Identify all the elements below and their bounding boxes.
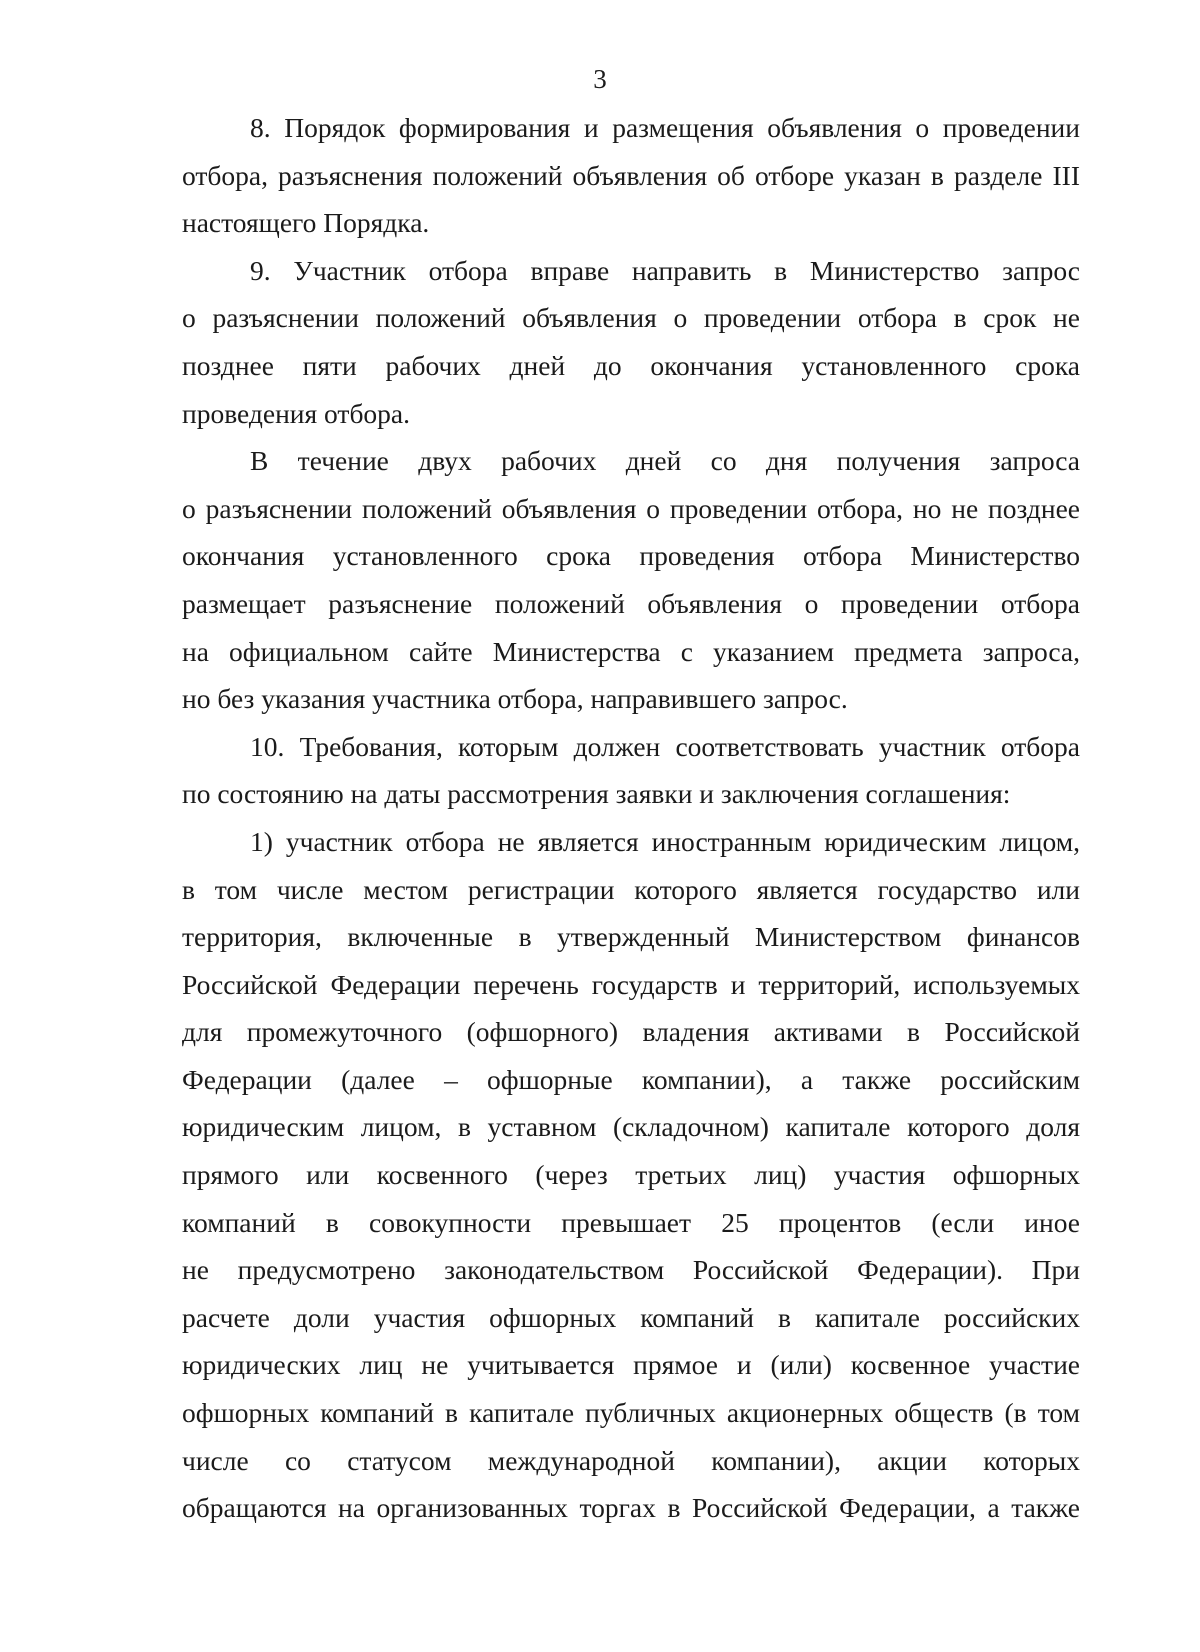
text-line: не предусмотрено законодательством Российской Федерации). При: [182, 1254, 1080, 1286]
text-line: числе со статусом международной компании), акции которых: [182, 1444, 1080, 1476]
text-line: настоящего Порядка.: [182, 207, 430, 239]
text-line: по состоянию на даты рассмотрения заявки и заключения соглашения:: [182, 778, 1011, 810]
text-line: 1) участник отбора не является иностранным юридическим лицом,: [250, 825, 1080, 857]
text-line: в том числе местом регистрации которого является государство или: [182, 873, 1080, 905]
text-line: 10. Требования, которым должен соответствовать участник отбора: [250, 730, 1080, 762]
paragraph-p10-1: [182, 818, 1080, 1532]
text-line: размещает разъяснение положений объявления о проведении отбора: [182, 587, 1080, 619]
text-line: окончания установленного срока проведения отбора Министерство: [182, 540, 1080, 572]
text-line: проведения отбора.: [182, 397, 411, 429]
paragraph-p10: [182, 723, 1080, 818]
text-line: 9. Участник отбора вправе направить в Министерство запрос: [250, 254, 1080, 286]
text-line: юридических лиц не учитывается прямое и (или) косвенное участие: [182, 1349, 1080, 1381]
text-line: юридическим лицом, в уставном (складочном) капитале которого доля: [182, 1111, 1080, 1143]
text-line: о разъяснении положений объявления о проведении отбора в срок не: [182, 302, 1080, 334]
text-line: на официальном сайте Министерства с указанием предмета запроса,: [182, 635, 1080, 667]
text-line: позднее пяти рабочих дней до окончания установленного срока: [182, 349, 1080, 381]
page-number: 3: [593, 64, 607, 94]
text-line: офшорных компаний в капитале публичных акционерных обществ (в том: [182, 1397, 1080, 1429]
text-line: расчете доли участия офшорных компаний в капитале российских: [182, 1301, 1080, 1333]
text-line: для промежуточного (офшорного) владения активами в Российской: [182, 1016, 1080, 1048]
text-line: но без указания участника отбора, направившего запрос.: [182, 683, 848, 715]
text-line: обращаются на организованных торгах в Российской Федерации, а также: [182, 1492, 1080, 1524]
paragraph-p9b: [182, 437, 1080, 723]
text-line: о разъяснении положений объявления о проведении отбора, но не позднее: [182, 492, 1080, 524]
text-line: отбора, разъяснения положений объявления об отборе указан в разделе III: [182, 159, 1080, 191]
text-line: Российской Федерации перечень государств и территорий, используемых: [182, 968, 1080, 1000]
text-line: территория, включенные в утвержденный Министерством финансов: [182, 921, 1080, 953]
paragraph-p9: [182, 247, 1080, 437]
text-line: Федерации (далее – офшорные компании), а также российским: [182, 1063, 1080, 1095]
paragraph-p8: [182, 104, 1080, 247]
document-body: [182, 104, 1080, 1532]
text-line: В течение двух рабочих дней со дня получения запроса: [250, 445, 1080, 477]
text-line: компаний в совокупности превышает 25 процентов (если иное: [182, 1206, 1080, 1238]
text-line: прямого или косвенного (через третьих лиц) участия офшорных: [182, 1159, 1080, 1191]
text-line: 8. Порядок формирования и размещения объявления о проведении: [250, 112, 1080, 143]
